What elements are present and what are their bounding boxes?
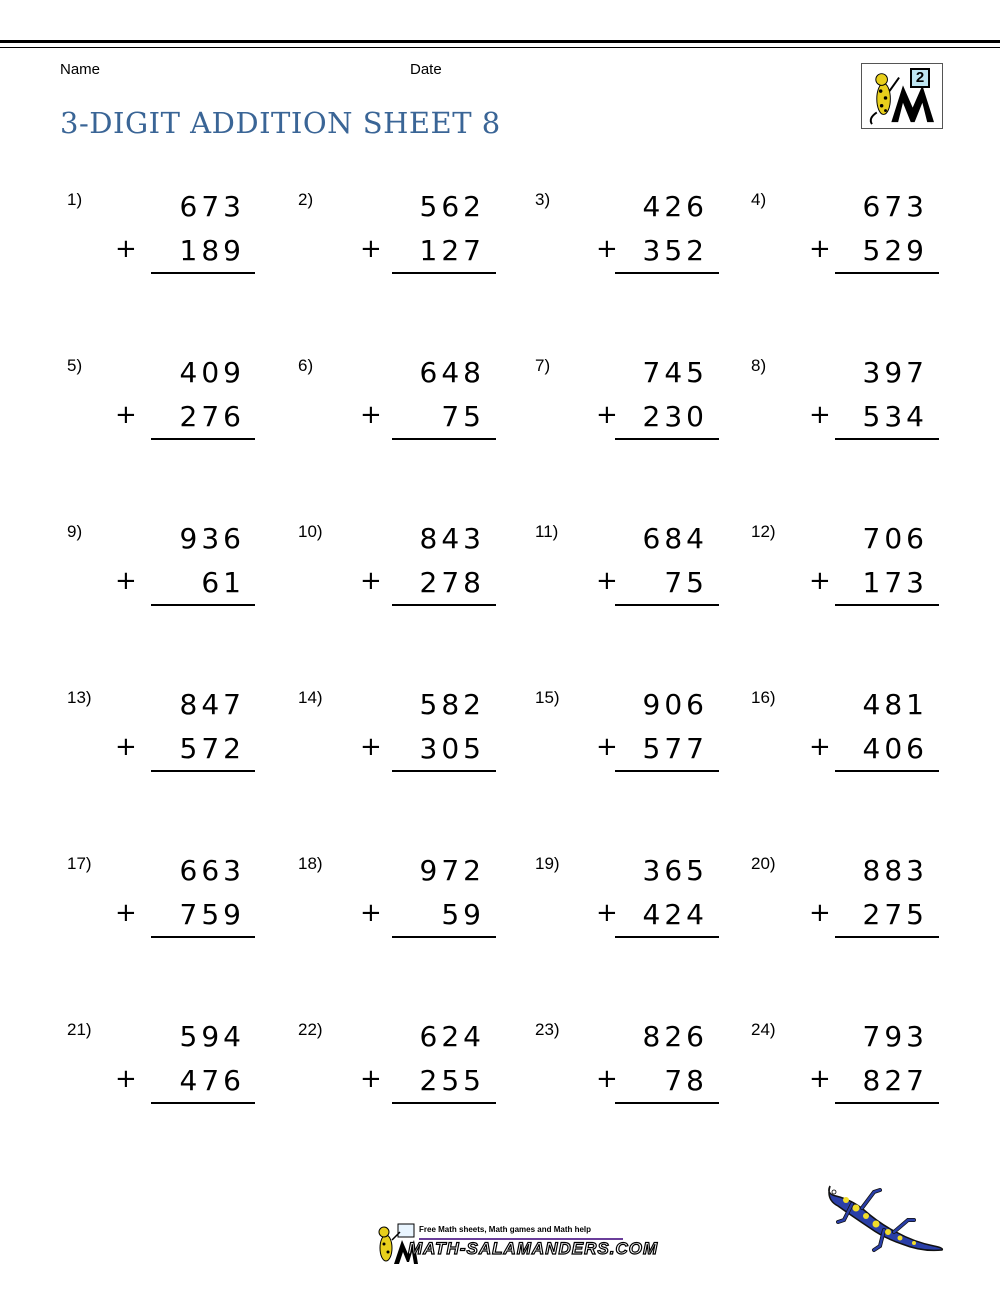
problem-number: 4) [751, 190, 767, 209]
answer-line [615, 604, 719, 606]
answer-line [615, 438, 719, 440]
addend-top: 673 [862, 190, 928, 223]
logo-badge: 2 [910, 68, 930, 88]
salamander-icon [822, 1180, 946, 1260]
addend-top: 426 [642, 190, 708, 223]
addend-top: 594 [179, 1020, 245, 1053]
addend-bottom: 424 [642, 898, 708, 931]
addend-bottom: 827 [862, 1064, 928, 1097]
addend-bottom: 127 [419, 234, 485, 267]
addend-bottom: 189 [179, 234, 245, 267]
plus-sign: + [360, 400, 382, 430]
plus-sign: + [809, 732, 831, 762]
problem-number: 11) [535, 522, 559, 541]
answer-line [151, 272, 255, 274]
answer-line [392, 604, 496, 606]
answer-line [392, 770, 496, 772]
addend-top: 365 [642, 854, 708, 887]
problem-number: 18) [298, 854, 323, 873]
problem-number: 21) [67, 1020, 92, 1039]
addend-bottom: 529 [862, 234, 928, 267]
addend-bottom: 61 [201, 566, 245, 599]
addend-top: 906 [642, 688, 708, 721]
plus-sign: + [115, 234, 137, 264]
addend-bottom: 759 [179, 898, 245, 931]
plus-sign: + [596, 566, 618, 596]
answer-line [392, 1102, 496, 1104]
addend-bottom: 305 [419, 732, 485, 765]
answer-line [392, 438, 496, 440]
plus-sign: + [809, 898, 831, 928]
addend-bottom: 78 [664, 1064, 708, 1097]
answer-line [835, 272, 939, 274]
addend-top: 409 [179, 356, 245, 389]
addend-top: 684 [642, 522, 708, 555]
addend-top: 847 [179, 688, 245, 721]
problem-number: 7) [535, 356, 551, 375]
answer-line [151, 1102, 255, 1104]
answer-line [392, 272, 496, 274]
footer-logo [372, 1222, 659, 1266]
answer-line [615, 770, 719, 772]
problem-number: 22) [298, 1020, 323, 1039]
addend-bottom: 255 [419, 1064, 485, 1097]
addend-bottom: 577 [642, 732, 708, 765]
answer-line [835, 1102, 939, 1104]
addend-top: 624 [419, 1020, 485, 1053]
answer-line [151, 438, 255, 440]
addend-top: 843 [419, 522, 485, 555]
answer-line [151, 936, 255, 938]
addend-top: 663 [179, 854, 245, 887]
plus-sign: + [809, 1064, 831, 1094]
addend-bottom: 75 [664, 566, 708, 599]
answer-line [835, 604, 939, 606]
plus-sign: + [809, 400, 831, 430]
plus-sign: + [809, 566, 831, 596]
problem-number: 9) [67, 522, 83, 541]
footer-tagline: Free Math sheets, Math games and Math help [419, 1225, 592, 1234]
answer-line [615, 936, 719, 938]
plus-sign: + [115, 400, 137, 430]
answer-line [392, 936, 496, 938]
addend-bottom: 352 [642, 234, 708, 267]
problem-number: 5) [67, 356, 83, 375]
plus-sign: + [115, 566, 137, 596]
problem-number: 17) [67, 854, 92, 873]
addend-top: 582 [419, 688, 485, 721]
plus-sign: + [360, 732, 382, 762]
answer-line [151, 770, 255, 772]
plus-sign: + [596, 400, 618, 430]
problem-number: 20) [751, 854, 776, 873]
problem-number: 14) [298, 688, 323, 707]
addend-bottom: 230 [642, 400, 708, 433]
answer-line [615, 272, 719, 274]
addend-bottom: 572 [179, 732, 245, 765]
name-label: Name [60, 61, 101, 78]
top-rule-thin [0, 47, 1000, 48]
answer-line [151, 604, 255, 606]
problem-number: 2) [298, 190, 314, 209]
plus-sign: + [809, 234, 831, 264]
addend-bottom: 534 [862, 400, 928, 433]
plus-sign: + [596, 1064, 618, 1094]
addend-top: 972 [419, 854, 485, 887]
addend-bottom: 75 [441, 400, 485, 433]
problem-number: 23) [535, 1020, 560, 1039]
problem-number: 15) [535, 688, 560, 707]
problem-number: 16) [751, 688, 776, 707]
date-label: Date [410, 61, 442, 78]
addend-top: 648 [419, 356, 485, 389]
addend-bottom: 275 [862, 898, 928, 931]
problem-number: 13) [67, 688, 92, 707]
addend-top: 883 [862, 854, 928, 887]
addend-bottom: 59 [441, 898, 485, 931]
answer-line [615, 1102, 719, 1104]
problem-number: 8) [751, 356, 767, 375]
answer-line [835, 936, 939, 938]
problem-number: 12) [751, 522, 776, 541]
plus-sign: + [360, 566, 382, 596]
addend-top: 706 [862, 522, 928, 555]
salamander-logo-icon [861, 63, 943, 129]
addend-top: 481 [862, 688, 928, 721]
answer-line [835, 770, 939, 772]
addend-bottom: 278 [419, 566, 485, 599]
plus-sign: + [115, 732, 137, 762]
problem-number: 10) [298, 522, 323, 541]
problem-number: 1) [67, 190, 83, 209]
addend-top: 936 [179, 522, 245, 555]
answer-line [835, 438, 939, 440]
addend-top: 826 [642, 1020, 708, 1053]
plus-sign: + [596, 732, 618, 762]
plus-sign: + [360, 898, 382, 928]
addend-top: 562 [419, 190, 485, 223]
addend-top: 793 [862, 1020, 928, 1053]
addend-bottom: 276 [179, 400, 245, 433]
problem-number: 3) [535, 190, 551, 209]
problem-number: 24) [751, 1020, 776, 1039]
top-rule [0, 40, 1000, 43]
plus-sign: + [360, 234, 382, 264]
addend-top: 745 [642, 356, 708, 389]
addend-top: 673 [179, 190, 245, 223]
addend-top: 397 [862, 356, 928, 389]
plus-sign: + [596, 898, 618, 928]
addend-bottom: 173 [862, 566, 928, 599]
plus-sign: + [360, 1064, 382, 1094]
problem-number: 6) [298, 356, 314, 375]
footer-site-name: MATH-SALAMANDERS.COM [408, 1239, 659, 1258]
plus-sign: + [115, 1064, 137, 1094]
page-title: 3-DIGIT ADDITION SHEET 8 [60, 106, 501, 140]
plus-sign: + [596, 234, 618, 264]
addend-bottom: 406 [862, 732, 928, 765]
addend-bottom: 476 [179, 1064, 245, 1097]
plus-sign: + [115, 898, 137, 928]
problem-number: 19) [535, 854, 560, 873]
